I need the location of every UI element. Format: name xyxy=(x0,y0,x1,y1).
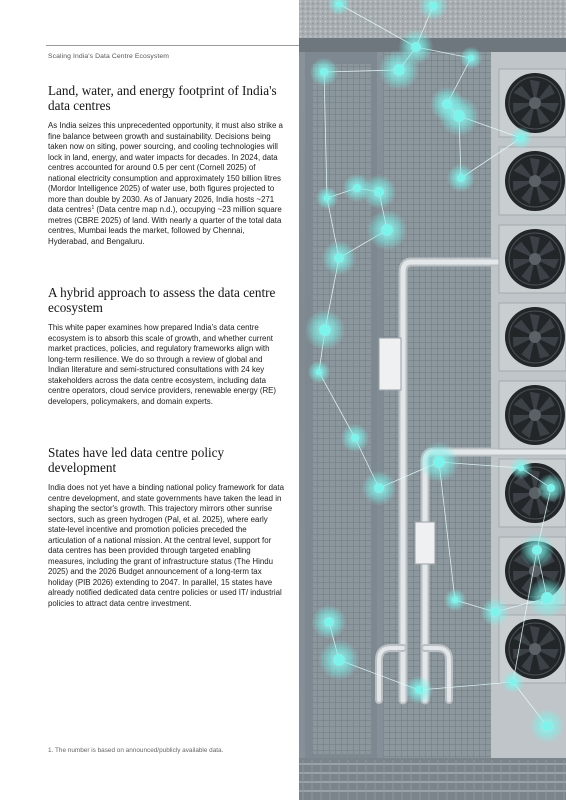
section-heading: States have led data centre policy development xyxy=(48,445,225,475)
glow-node xyxy=(532,545,542,555)
section-footprint xyxy=(48,84,284,248)
glow-node xyxy=(319,324,331,336)
glow-node xyxy=(542,721,552,731)
glow-node xyxy=(316,369,323,376)
glow-node xyxy=(374,187,384,197)
section-heading: A hybrid approach to assess the data centre ecosystem xyxy=(48,285,276,315)
glow-node xyxy=(510,679,517,686)
fan-unit xyxy=(499,147,566,215)
data-centre-aerial-photo xyxy=(299,0,566,800)
glow-node xyxy=(381,224,393,236)
glow-node xyxy=(336,1,343,8)
glow-node xyxy=(433,456,445,468)
section-heading: Land, water, and energy footprint of India's data centres xyxy=(48,83,277,113)
control-box-upper xyxy=(379,338,401,390)
section-body: This white paper examines how prepared India's data centre ecosystem is to absorb this scale of growth, and whether current market practices, policies, and regulatory frameworks align with long-term resilience. We do so through a review of global and Indian literature and semi-structured consultations with 24 key stakeholders across the data centre ecosystem, including data centre operators, cloud service providers, renewable energy (RE) developers, policymakers, and domain experts. xyxy=(48,323,277,406)
glow-node xyxy=(518,465,525,472)
glow-node xyxy=(415,686,423,694)
glow-node xyxy=(541,592,553,604)
running-title: Scaling India's Data Centre Ecosystem xyxy=(48,53,169,60)
glow-node xyxy=(353,184,361,192)
glow-node xyxy=(324,617,334,627)
glow-node xyxy=(468,55,475,62)
photo-illustration xyxy=(299,0,566,800)
glow-node xyxy=(393,64,405,76)
section-state-policy xyxy=(48,446,284,610)
fan-unit xyxy=(499,381,566,449)
glow-node xyxy=(429,2,437,10)
glow-node xyxy=(351,434,359,442)
glow-node xyxy=(547,484,555,492)
section-body: As India seizes this unprecedented opportunity, it must also strike a fine balance between growth and sustainability. Decisions being taken now on siting, power sourcing, and cooling technologies will lock in land, energy, and water impacts for decades. In 2024, data centres accounted for around 0.5 per cent (Cornell 2025) of national electricity consumption and approximately 150 billion litres (Mordor Intelligence 2025) of water use, both figures projected to more than double by 2030. As of January 2026, India hosts ~271 data centres$^1$ (Data centre map n.d.), occupying ~23 million square metres (CBRE 2025) of land. With nearly a quarter of the total data centres, Mumbai leads the market, followed by Chennai, Hyderabad, and Bengaluru. xyxy=(48,121,283,247)
glow-node xyxy=(333,654,345,666)
control-box-lower xyxy=(415,522,435,564)
glow-node xyxy=(453,110,465,122)
footnote: 1. The number is based on announced/publicly available data. xyxy=(48,747,224,754)
glow-node xyxy=(334,253,344,263)
glow-node xyxy=(518,135,525,142)
glow-node xyxy=(324,195,331,202)
glow-node xyxy=(452,597,459,604)
section-hybrid-approach xyxy=(48,286,284,407)
fan-unit xyxy=(499,225,566,293)
glow-node xyxy=(411,42,421,52)
fan-unit xyxy=(499,303,566,371)
glow-node xyxy=(457,174,465,182)
glow-node xyxy=(320,68,328,76)
section-body: India does not yet have a binding national policy framework for data centre development, and state governments have taken the lead in shaping the sector's growth. This trajectory mirrors other sunrise sectors, such as green hydrogen (Pal, et al. 2025), where early state-level incentive and promotion policies preceded the articulation of a national mission. At the central level, support for data centres has been provided through targeted enabling measures, including the grant of infrastructure status (The Hindu 2025) and the 2026 Budget announcement of a long-term tax holiday (PIB 2026) extending to 2047. In parallel, 15 states have already notified dedicated data centre policies or used IT/ industrial policies to attract data centre investment. xyxy=(48,483,284,609)
glow-node xyxy=(491,608,499,616)
fan-unit xyxy=(499,69,566,137)
glow-node xyxy=(374,483,384,493)
footnote-ref[interactable]: 1 xyxy=(91,205,95,212)
header-rule xyxy=(46,45,299,46)
